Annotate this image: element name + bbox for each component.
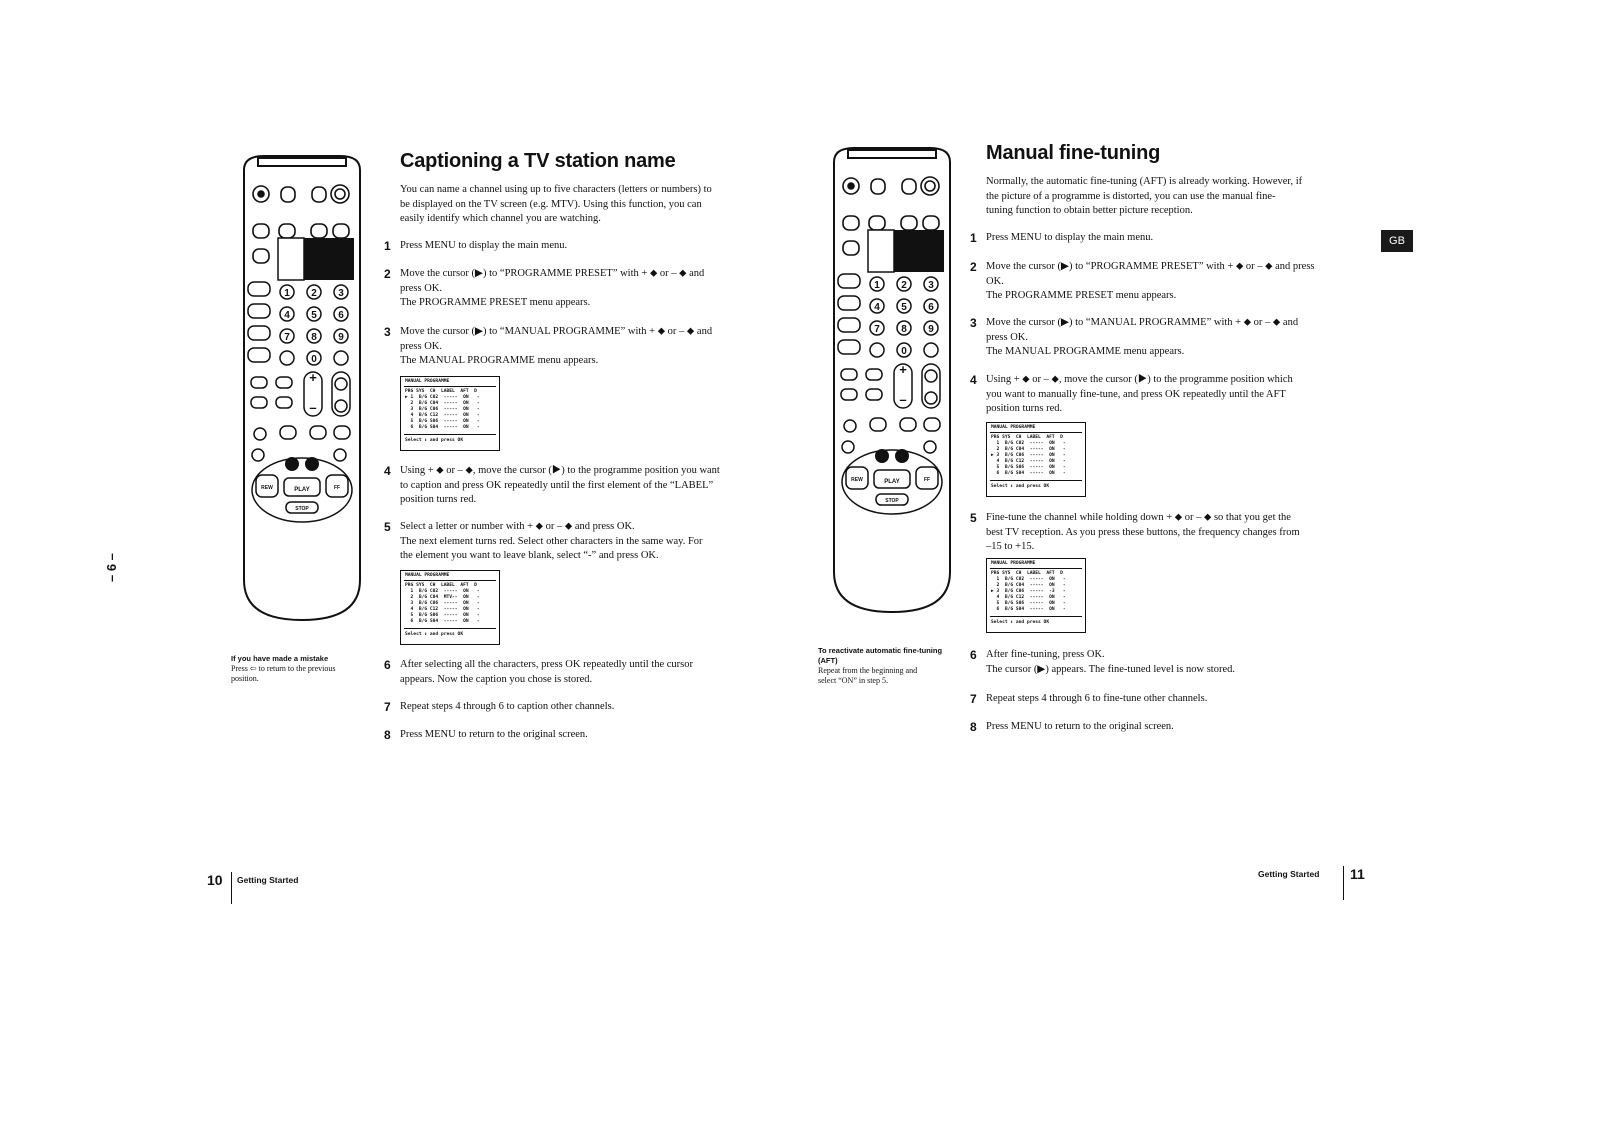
remote-digit-8: 8 [311,332,317,343]
step-line: Press MENU to display the main menu. [986,232,1154,243]
osd-manual-programme-1 [986,422,1086,497]
osd-line: 1 B/G C02 ----- ON - [991,577,1066,582]
side-note-reactivate-aft [818,646,958,686]
remote-control-illustration-right [824,142,960,617]
step-line: The PROGRAMME PRESET menu appears. [400,297,591,309]
osd-manual-programme-2 [400,570,500,645]
osd-manual-programme-2 [986,558,1086,633]
osd-line: MANUAL PROGRAMME [405,379,450,384]
osd-line: MANUAL PROGRAMME [991,561,1036,566]
step-line: position turns red. [400,494,477,506]
step-number: 6 [384,658,391,672]
step-line: After selecting all the characters, press OK repeatedly until the cursor [400,659,694,670]
side-note-line: position. [231,674,259,683]
margin-page-mark: – 6 – [104,553,119,582]
step-line: the element you want to leave blank, select “-” and press OK. [400,550,659,562]
osd-line: 2 B/G C04 ----- ON - [991,583,1066,588]
remote-digit-4: 4 [874,302,880,313]
step-line: best TV reception. As you press these buttons, the frequency changes from [986,526,1300,538]
osd-line: 1 B/G C02 ----- ON - [991,441,1066,446]
osd-line: MANUAL PROGRAMME [405,573,450,578]
osd-line: 5 B/G S06 ----- ON - [405,613,480,618]
remote-rew-label: REW [851,477,863,483]
page-title-fine-tuning: Manual fine-tuning [986,142,1161,164]
osd-line: Select ↕ and press OK [405,438,464,443]
remote-digit-8: 8 [901,324,907,335]
intro-line: be displayed on the TV screen (e.g. MTV). Using this function, you can [400,198,702,210]
remote-digit-2: 2 [311,288,317,299]
remote-digit-2: 2 [901,280,907,291]
osd-line: 2 B/G C04 MTV-- ON - [405,595,480,600]
step-line: Repeat steps 4 through 6 to fine-tune other channels. [986,693,1208,704]
page-number-left: 10 [207,872,223,888]
step-line: Move the cursor (▶) to “PROGRAMME PRESET” with + ⬥ or – ⬥ and [400,268,705,279]
step-2 [384,267,705,311]
step-number: 5 [384,520,391,534]
step-line: position turns red. [986,403,1063,415]
step-line: Using + ⬥ or – ⬥, move the cursor (▶) to the programme position which [986,374,1293,385]
step-line: press OK. [400,340,442,352]
osd-line: 5 B/G S06 ----- ON - [405,419,480,424]
step-line: OK. [986,275,1004,287]
osd-line: ▶ 3 B/G C06 ----- -3 - [991,589,1066,594]
osd-line: ▶ 3 B/G C06 ----- ON - [991,453,1066,458]
page-title-captioning: Captioning a TV station name [400,150,676,172]
step-5 [970,511,1300,555]
osd-line: 5 B/G S06 ----- ON - [991,601,1066,606]
remote-stop-label: STOP [295,506,309,512]
remote-digit-7: 7 [284,332,290,343]
osd-line: 6 B/G S04 ----- ON - [991,471,1066,476]
intro-line: You can name a channel using up to five characters (letters or numbers) to [400,184,712,195]
osd-line: 4 B/G C12 ----- ON - [405,413,480,418]
osd-line: 3 B/G C06 ----- ON - [405,407,480,412]
footer-section-right: Getting Started [1258,869,1320,879]
osd-line: 6 B/G S04 ----- ON - [991,607,1066,612]
remote-control-illustration-left [234,150,370,625]
osd-line: 6 B/G S04 ----- ON - [405,619,480,624]
step-6 [384,658,694,687]
osd-line: MANUAL PROGRAMME [991,425,1036,430]
side-note-line: Press ⇦ to return to the previous [231,664,336,673]
osd-line: PRG SYS CH LABEL AFT D [405,389,477,394]
osd-line: PRG SYS CH LABEL AFT D [991,571,1063,576]
step-line: appears. Now the caption you chose is stored. [400,673,593,685]
step-line: Move the cursor (▶) to “PROGRAMME PRESET” with + ⬥ or – ⬥ and press [986,261,1315,272]
osd-line: 4 B/G C12 ----- ON - [991,595,1066,600]
remote-rew-label: REW [261,485,273,491]
step-line: to caption and press OK repeatedly until the first element of the “LABEL” [400,479,714,491]
side-note-title: If you have made a mistake [231,654,329,663]
svg-text:–: – [309,400,317,415]
step-4 [970,373,1293,417]
osd-line: 4 B/G C12 ----- ON - [991,459,1066,464]
step-line: Move the cursor (▶) to “MANUAL PROGRAMME” with + ⬥ or – ⬥ and [400,326,713,337]
osd-line: ▶ 1 B/G C02 ----- ON - [405,395,480,400]
step-number: 1 [384,239,391,253]
step-line: The cursor (▶) appears. The fine-tuned level is now stored. [986,663,1236,675]
step-number: 1 [970,231,977,245]
step-line: The MANUAL PROGRAMME menu appears. [400,355,599,367]
remote-digit-7: 7 [874,324,880,335]
osd-line: 2 B/G C04 ----- ON - [991,447,1066,452]
step-line: Fine-tune the channel while holding down + ⬥ or – ⬥ so that you get the [986,512,1291,523]
osd-manual-programme-1 [400,376,500,451]
step-line: Press MENU to return to the original screen. [986,721,1174,732]
step-line: press OK. [400,282,442,294]
osd-line: 4 B/G C12 ----- ON - [405,607,480,612]
osd-line: Select ↕ and press OK [405,632,464,637]
remote-stop-label: STOP [885,498,899,504]
step-number: 5 [970,511,977,525]
step-7 [384,700,615,715]
remote-digit-9: 9 [338,332,344,343]
remote-ff-label: FF [923,477,931,483]
language-tab-gb: GB [1381,230,1413,252]
intro-line: the picture of a programme is distorted, you can use the manual fine- [986,190,1276,202]
osd-line: 5 B/G S06 ----- ON - [991,465,1066,470]
step-3 [384,325,713,369]
remote-digit-1: 1 [284,288,290,299]
remote-digit-6: 6 [338,310,344,321]
intro-line: easily identify which channel you are watching. [400,213,601,225]
svg-text:+: + [899,362,907,377]
svg-text:–: – [899,392,907,407]
step-number: 8 [970,720,977,734]
step-8 [384,728,588,743]
remote-digit-9: 9 [928,324,934,335]
side-note-line: Repeat from the beginning and [818,666,918,675]
osd-line: Select ↕ and press OK [991,484,1050,489]
step-line: Press MENU to display the main menu. [400,240,568,251]
step-8 [970,720,1174,735]
remote-digit-0: 0 [311,354,317,365]
osd-line: 2 B/G C04 ----- ON - [405,401,480,406]
step-line: Move the cursor (▶) to “MANUAL PROGRAMME” with + ⬥ or – ⬥ and [986,317,1299,328]
step-number: 4 [384,464,391,478]
remote-digit-4: 4 [284,310,290,321]
step-4 [384,464,720,508]
osd-line: PRG SYS CH LABEL AFT D [991,435,1063,440]
step-line: you want to manually fine-tune, and press OK repeatedly until the AFT [986,388,1286,400]
step-number: 2 [384,267,391,281]
step-number: 7 [970,692,977,706]
step-number: 3 [384,325,391,339]
osd-line: 1 B/G C02 ----- ON - [405,589,480,594]
remote-digit-3: 3 [338,288,344,299]
remote-digit-0: 0 [901,346,907,357]
step-line: –15 to +15. [986,541,1035,553]
step-3 [970,316,1299,360]
intro-line: Normally, the automatic fine-tuning (AFT) is already working. However, if [986,176,1303,187]
osd-line: 6 B/G S04 ----- ON - [405,425,480,430]
step-number: 6 [970,648,977,662]
page-number-right: 11 [1350,866,1365,882]
intro-line: tuning function to obtain better picture reception. [986,205,1193,217]
step-line: Using + ⬥ or – ⬥, move the cursor (▶) to the programme position you want [400,465,720,476]
step-2 [970,260,1315,304]
step-line: Select a letter or number with + ⬥ or – ⬥ and press OK. [400,521,635,532]
osd-line: Select ↕ and press OK [991,620,1050,625]
intro-captioning [400,183,770,227]
step-number: 2 [970,260,977,274]
step-line: The MANUAL PROGRAMME menu appears. [986,346,1185,358]
svg-text:+: + [309,370,317,385]
side-note-title: To reactivate automatic fine-tuning (AFT) [818,646,943,665]
remote-digit-6: 6 [928,302,934,313]
side-note-line: select “ON” in step 5. [818,676,888,685]
step-5 [384,520,703,564]
step-1 [970,231,1154,246]
step-line: Press MENU to return to the original screen. [400,729,588,740]
step-number: 3 [970,316,977,330]
remote-digit-1: 1 [874,280,880,291]
step-line: The next element turns red. Select other characters in the same way. For [400,535,703,547]
step-number: 7 [384,700,391,714]
step-number: 4 [970,373,977,387]
step-line: press OK. [986,331,1028,343]
remote-digit-3: 3 [928,280,934,291]
footer-section-left: Getting Started [237,875,299,885]
side-note-mistake [231,654,366,684]
remote-digit-5: 5 [901,302,907,313]
osd-line: PRG SYS CH LABEL AFT D [405,583,477,588]
step-6 [970,648,1236,677]
step-7 [970,692,1208,707]
step-line: The PROGRAMME PRESET menu appears. [986,290,1177,302]
osd-line: 3 B/G C06 ----- ON - [405,601,480,606]
remote-play-label: PLAY [884,479,900,485]
step-line: Repeat steps 4 through 6 to caption other channels. [400,701,615,712]
remote-digit-5: 5 [311,310,317,321]
step-line: After fine-tuning, press OK. [986,649,1105,660]
remote-ff-label: FF [333,485,341,491]
step-1 [384,239,568,254]
step-number: 8 [384,728,391,742]
intro-fine-tuning [986,175,1361,219]
remote-play-label: PLAY [294,487,310,493]
